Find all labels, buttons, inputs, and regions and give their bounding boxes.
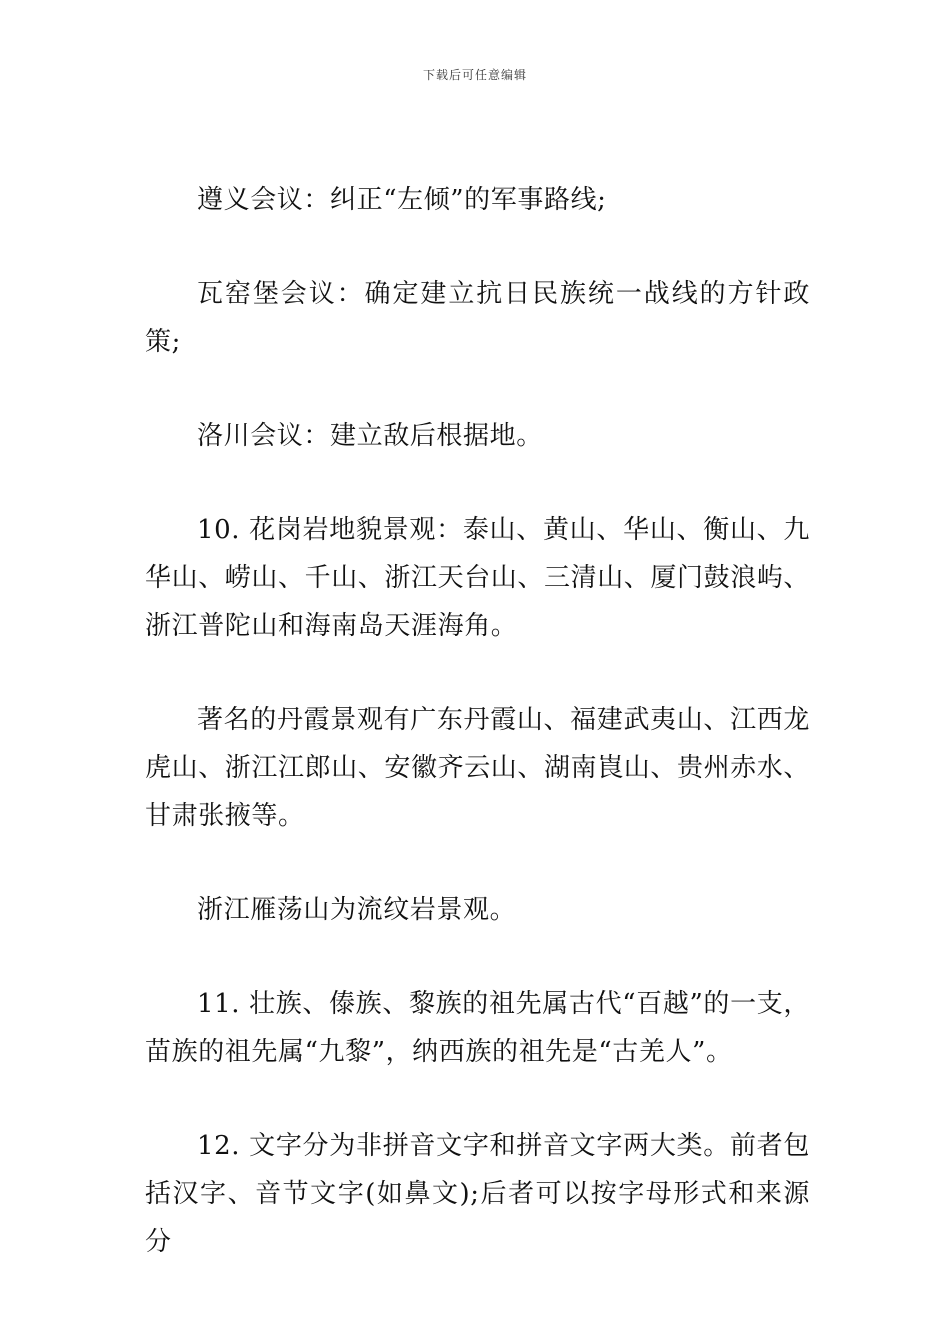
- paragraph-writing-systems: 12. 文字分为非拼音文字和拼音文字两大类。前者包括汉字、音节文字(如鼻文);后者可以按字母形式和来源分: [145, 1131, 810, 1257]
- paragraph-granite-landscape: 10. 花岗岩地貌景观：泰山、黄山、华山、衡山、九华山、崂山、千山、浙江天台山、三清山、厦门鼓浪屿、浙江普陀山和海南岛天涯海角。: [145, 515, 811, 641]
- paragraph-luochuan: 洛川会议：建立敌后根据地。: [197, 421, 543, 451]
- paragraph-yandang-rhyolite: 浙江雁荡山为流纹岩景观。: [197, 895, 517, 925]
- paragraph-danxia-landscape: 著名的丹霞景观有广东丹霞山、福建武夷山、江西龙虎山、浙江江郎山、安徽齐云山、湖南崀山、贵州赤水、甘肃张掖等。: [145, 705, 811, 831]
- paragraph-wayaobao: 瓦窑堡会议：确定建立抗日民族统一战线的方针政策;: [145, 279, 810, 357]
- page-header: 下载后可任意编辑: [422, 68, 527, 82]
- paragraph-ethnic-ancestors: 11. 壮族、傣族、黎族的祖先属古代“百越”的一支，苗族的祖先属“九黎”，纳西族的祖先是“古羌人”。: [145, 989, 810, 1067]
- paragraph-zunyi: 遵义会议：纠正“左倾”的军事路线;: [197, 185, 607, 215]
- document-body: [145, 176, 810, 1266]
